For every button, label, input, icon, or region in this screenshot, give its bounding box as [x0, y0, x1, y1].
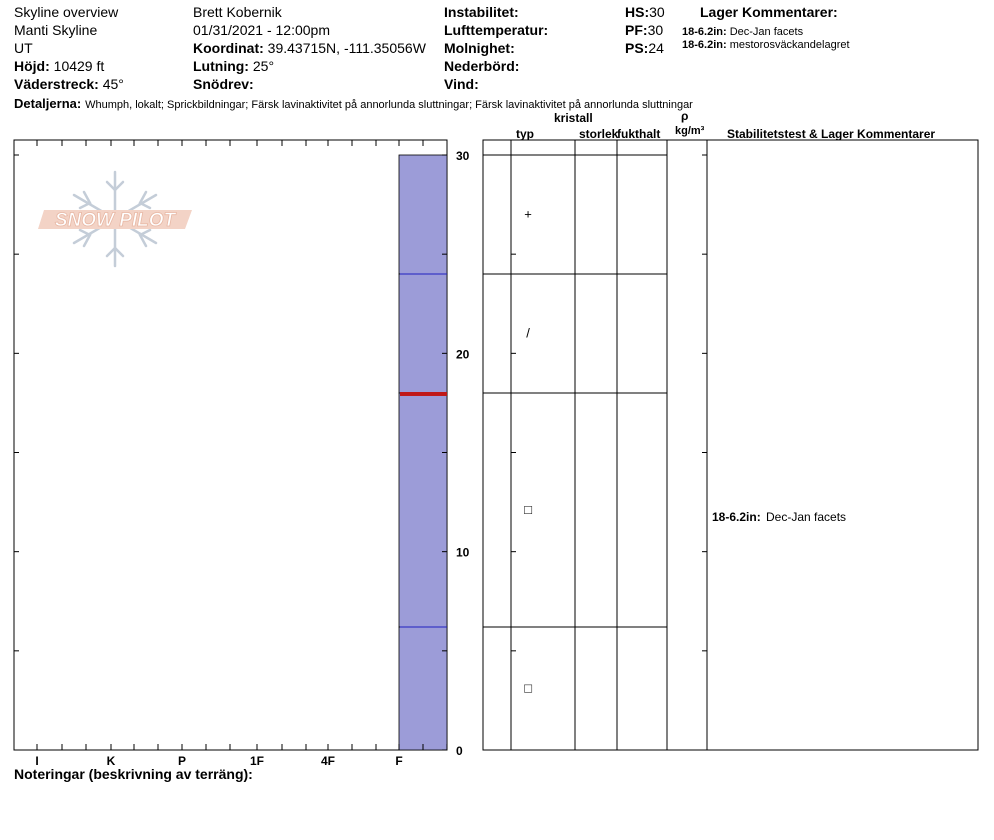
- slope-value: 25°: [252, 58, 275, 74]
- sky-label: Molnighet:: [444, 40, 515, 56]
- aspect-label: Väderstreck:: [14, 76, 99, 92]
- depth-tick-label: 10: [456, 545, 470, 560]
- layer-comments-title: Lager Kommentarer:: [700, 4, 838, 20]
- layer-comment-text: mestorosväckandelagret: [729, 39, 850, 51]
- instability-label: Instabilitet:: [444, 4, 519, 20]
- header-size: storlek: [579, 127, 619, 141]
- coordinate-value: 39.43715N, -111.35056W: [267, 40, 426, 56]
- slope-label: Lutning:: [193, 58, 249, 74]
- hs-value: 30: [649, 4, 665, 20]
- stability-comment-depth: 18-6.2in:: [712, 510, 761, 524]
- stability-comment-text: Dec-Jan facets: [766, 510, 847, 524]
- grain-type-symbol: /: [526, 325, 530, 341]
- hardness-category-label: F: [395, 754, 403, 768]
- depth-tick-label: 30: [456, 149, 470, 163]
- elevation-label: Höjd:: [14, 58, 50, 74]
- location-name: Skyline overview: [14, 4, 119, 20]
- layer-comment-depth: 18-6.2in:: [682, 26, 727, 38]
- hardness-category-label: 1F: [249, 754, 265, 768]
- observer-name: Brett Kobernik: [193, 4, 282, 20]
- depth-tick-label: 0: [456, 744, 463, 758]
- snow-layer-bar: [399, 393, 447, 627]
- grain-type-symbol: □: [524, 680, 532, 696]
- hardness-category-label: 4F: [320, 754, 336, 768]
- hardness-category-label: P: [177, 754, 187, 768]
- terrain-notes-label: Noteringar (beskrivning av terräng):: [14, 766, 253, 782]
- snow-layer-bar: [399, 274, 447, 393]
- aspect-value: 45°: [102, 76, 124, 92]
- logo-text: SNOW PILOT: [54, 210, 176, 231]
- air-temp-label: Lufttemperatur:: [444, 22, 549, 38]
- grain-type-symbol: □: [524, 502, 532, 518]
- depth-tick-label: 20: [456, 347, 470, 362]
- weak-layer-marker: [400, 392, 447, 396]
- snow-layer-bar: [399, 155, 447, 274]
- range-name: Manti Skyline: [14, 22, 98, 38]
- details-label: Detaljerna:: [14, 96, 82, 111]
- ps-value: 24: [648, 40, 664, 56]
- header-crystal: kristall: [554, 111, 593, 125]
- snowpilot-logo: [38, 172, 192, 266]
- state-name: UT: [14, 40, 33, 56]
- header-type: typ: [516, 127, 534, 141]
- hs-label: HS:: [625, 4, 650, 20]
- snow-layer-bar: [399, 627, 447, 750]
- blowing-snow-label: Snödrev:: [193, 76, 254, 92]
- header-rho: ρ: [681, 109, 689, 123]
- elevation-value: 10429 ft: [53, 58, 105, 74]
- layer-comment-depth: 18-6.2in:: [682, 39, 727, 51]
- pf-label: PF:: [625, 22, 648, 38]
- header-density-unit: kg/m³: [675, 125, 705, 137]
- precip-label: Nederbörd:: [444, 58, 520, 74]
- details-value: Whumph, lokalt; Sprickbildningar; Färsk lavinaktivitet på annorlunda sluttningar; Färsk lavinaktivitet på annorlunda sluttningar: [85, 99, 693, 111]
- layer-comment-text: Dec-Jan facets: [729, 26, 804, 38]
- grain-type-symbol: +: [524, 206, 532, 222]
- hardness-frame: [14, 140, 447, 750]
- hardness-category-label: K: [106, 754, 116, 768]
- wind-label: Vind:: [444, 76, 479, 92]
- observation-datetime: 01/31/2021 - 12:00pm: [193, 22, 330, 38]
- pf-value: 30: [647, 22, 664, 38]
- hardness-category-label: I: [35, 754, 39, 768]
- ps-label: PS:: [625, 40, 649, 56]
- coordinate-label: Koordinat:: [193, 40, 264, 56]
- layer-table-frame: [483, 140, 978, 750]
- header-moisture: fukthalt: [617, 127, 661, 141]
- header-stability: Stabilitetstest & Lager Kommentarer: [727, 127, 936, 141]
